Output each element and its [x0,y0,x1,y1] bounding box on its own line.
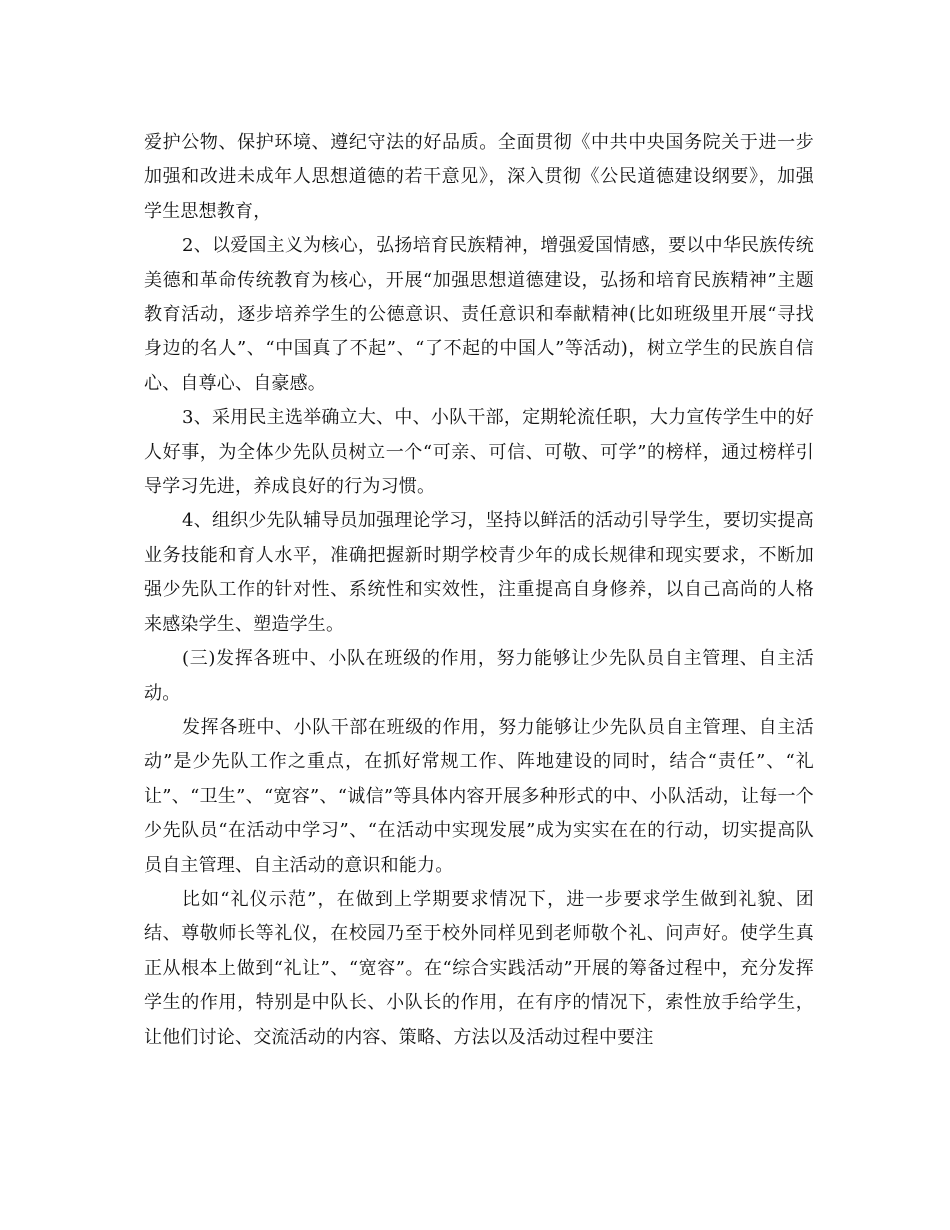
paragraph-4: 4、组织少先队辅导员加强理论学习，坚持以鲜活的活动引导学生，要切实提高业务技能和育人水平，准确把握新时期学校青少年的成长规律和现实要求，不断加强少先队工作的针对性、系统性和实效性，注重提高自身修养，以自己高尚的人格来感染学生、塑造学生。 [144,510,814,635]
paragraph-2: 2、以爱国主义为核心，弘扬培育民族精神，增强爱国情感，要以中华民族传统美德和革命传统教育为核心，开展“加强思想道德建设，弘扬和培育民族精神”主题教育活动，逐步培养学生的公德意识、责任意识和奉献精神(比如班级里开展“寻找身边的名人”、“中国真了不起”、“了不起的中国人”等活动)，树立学生的民族自信心、自尊心、自豪感。 [144,235,814,394]
section-heading-3: (三)发挥各班中、小队在班级的作用，努力能够让少先队员自主管理、自主活动。 [144,648,814,704]
paragraph-3: 3、采用民主选举确立大、中、小队干部，定期轮流任职，大力宣传学生中的好人好事，为全体少先队员树立一个“可亲、可信、可敬、可学”的榜样，通过榜样引导学习先进，养成良好的行为习惯。 [144,407,814,498]
document-body [144,126,814,1055]
paragraph-6: 比如“礼仪示范”，在做到上学期要求情况下，进一步要求学生做到礼貌、团结、尊敬师长等礼仪，在校园乃至于校外同样见到老师敬个礼、问声好。使学生真正从根本上做到“礼让”、“宽容”。在“综合实践活动”开展的筹备过程中，充分发挥学生的作用，特别是中队长、小队长的作用，在有序的情况下，索性放手给学生，让他们讨论、交流活动的内容、策略、方法以及活动过程中要注 [144,888,814,1048]
paragraph-1: 爱护公物、保护环境、遵纪守法的好品质。全面贯彻《中共中央国务院关于进一步加强和改进未成年人思想道德的若干意见》，深入贯彻《公民道德建设纲要》，加强学生思想教育， [144,132,814,222]
paragraph-5: 发挥各班中、小队干部在班级的作用，努力能够让少先队员自主管理、自主活动”是少先队工作之重点，在抓好常规工作、阵地建设的同时，结合“责任”、“礼让”、“卫生”、“宽容”、“诚信”等具体内容开展多种形式的中、小队活动，让每一个少先队员“在活动中学习”、“在活动中实现发展”成为实实在在的行动，切实提高队员自主管理、自主活动的意识和能力。 [144,716,814,876]
